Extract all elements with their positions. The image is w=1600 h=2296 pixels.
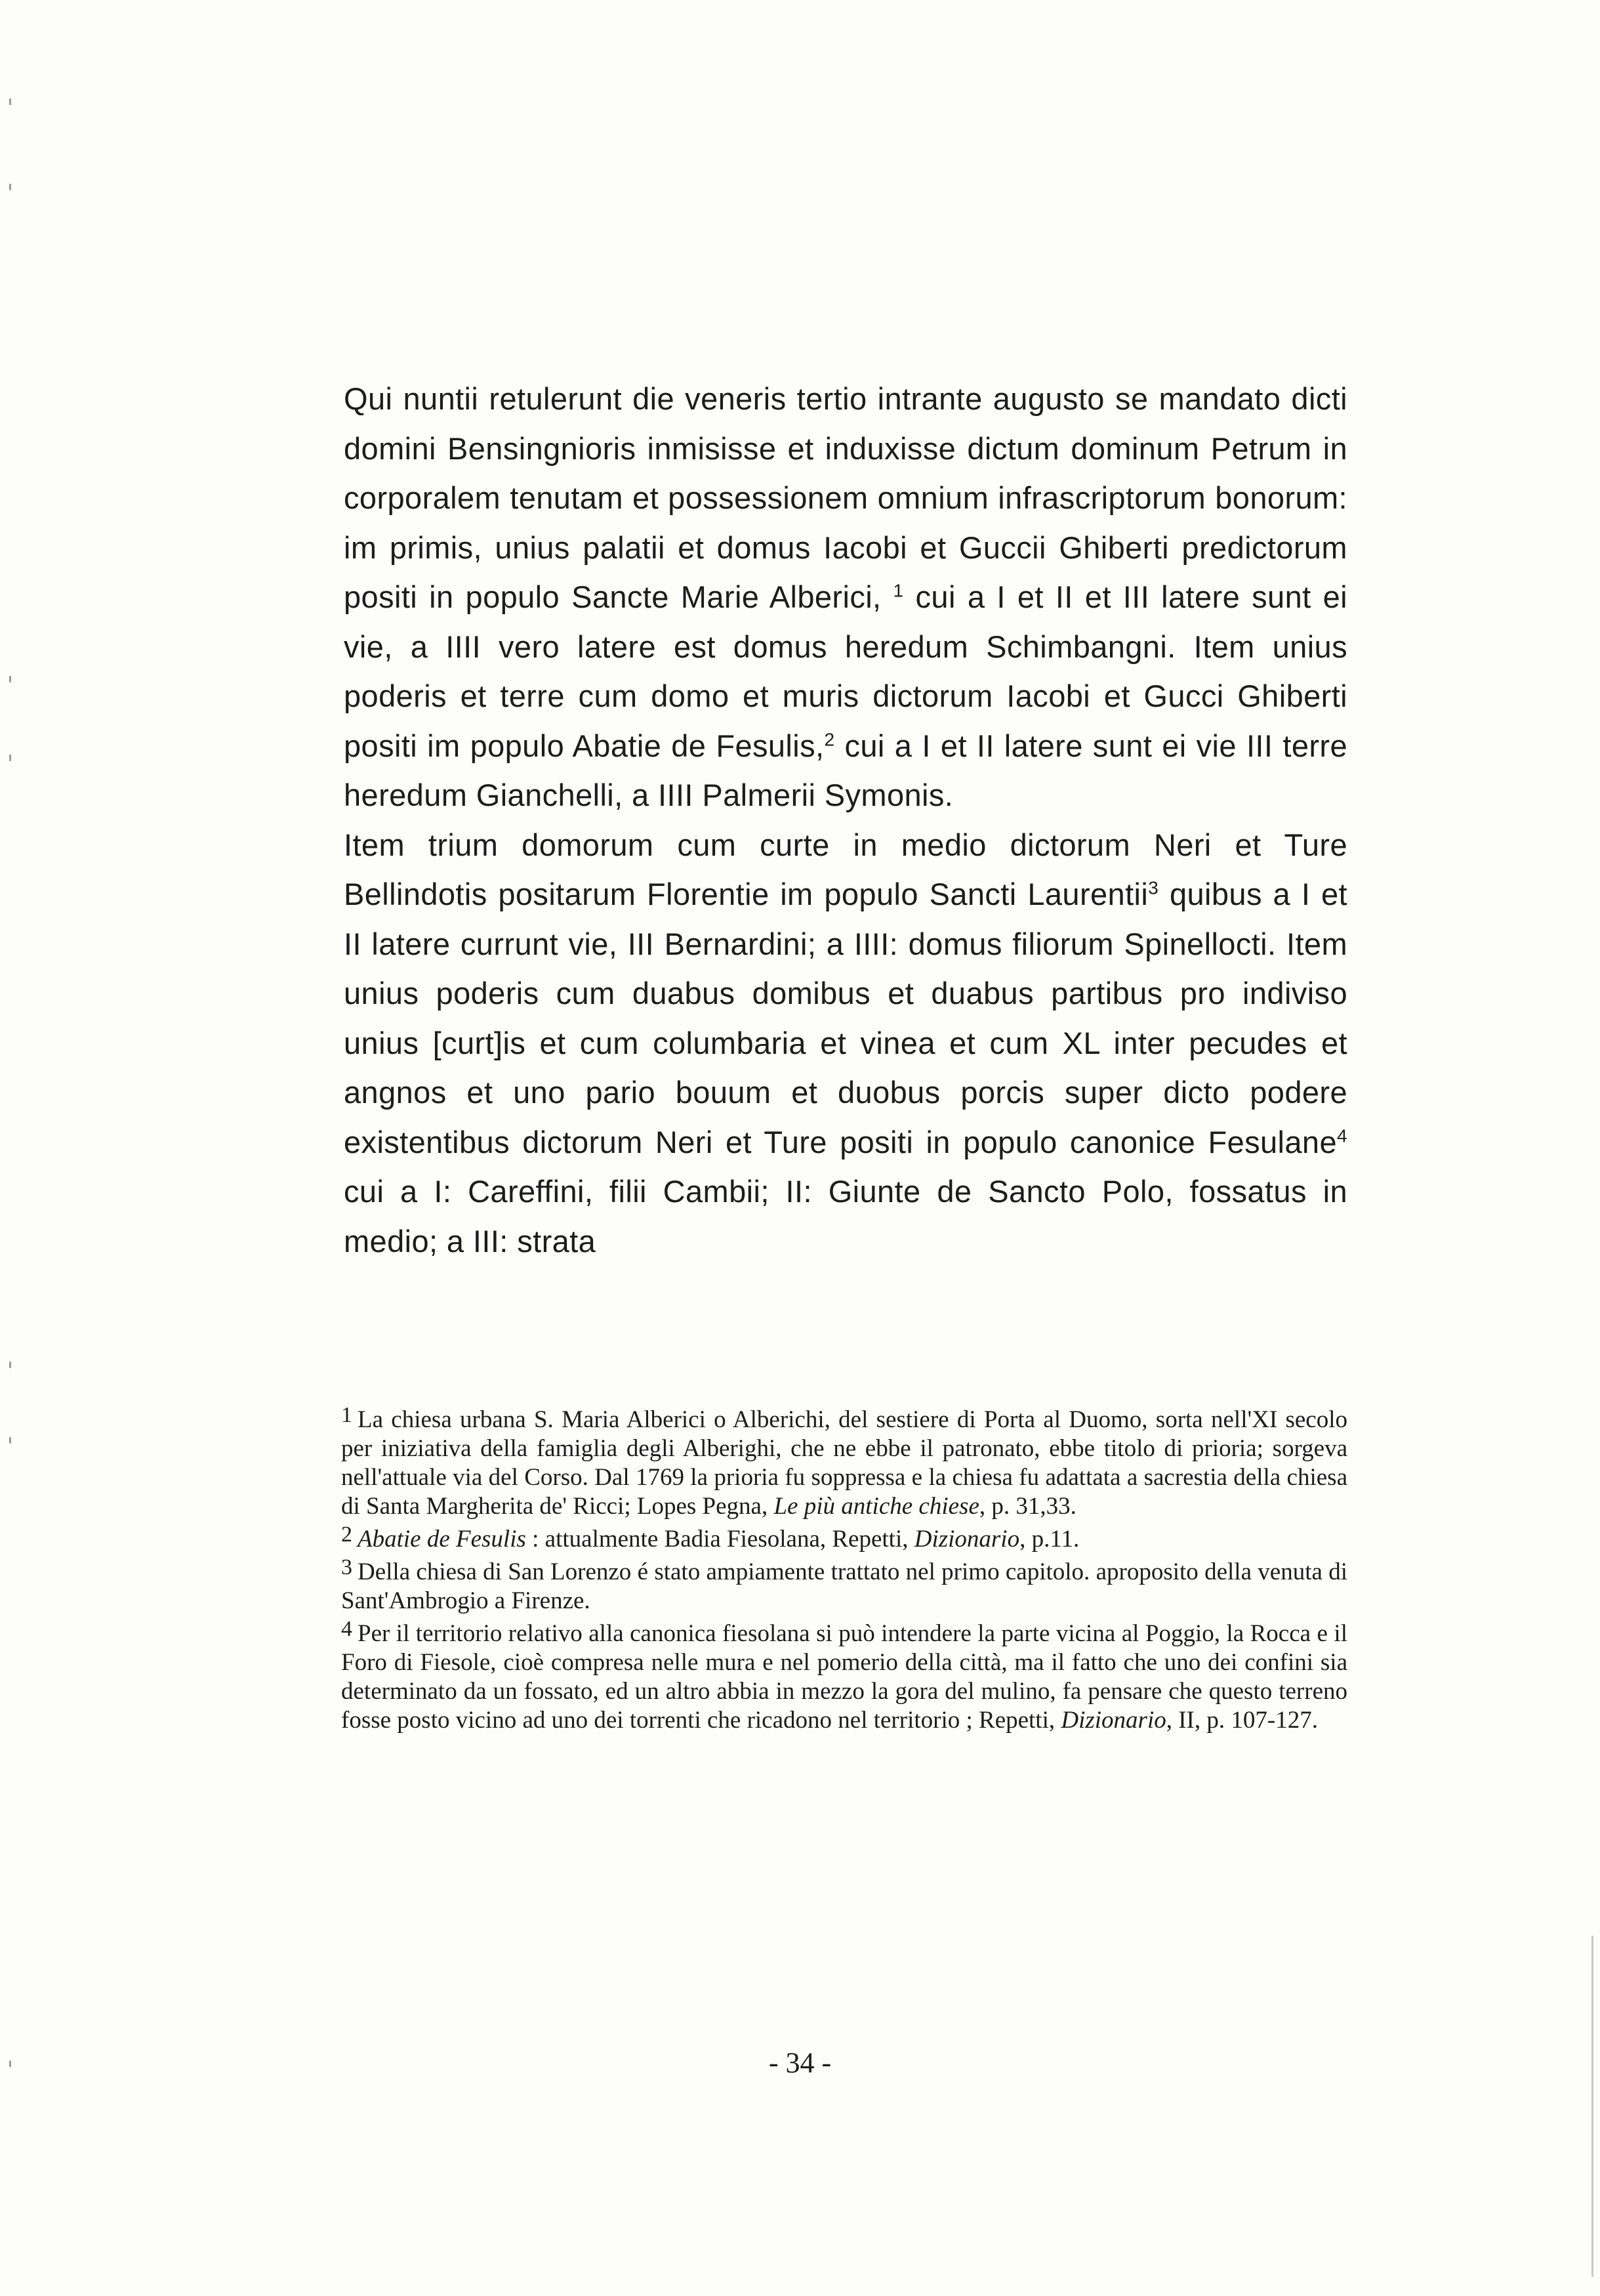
text-run: , p. 31,33. (979, 1493, 1077, 1520)
scan-speck (9, 2060, 11, 2067)
text-run: cui a I et II latere sunt ei vie III terre heredum Gianchelli, a IIII Palmerii Symonis. (344, 728, 1348, 812)
footnote (341, 1619, 1347, 1735)
footnote-reference: 1 (893, 580, 904, 601)
footnote (341, 1555, 1347, 1616)
italic-citation: Abatie de Fesulis (358, 1526, 526, 1553)
italic-citation: Dizionario (1061, 1707, 1166, 1734)
scan-speck (9, 1362, 11, 1368)
footnote-number: 4 (341, 1617, 352, 1641)
text-run: : attualmente Badia Fiesolana, Repetti, (525, 1526, 914, 1553)
footnote-reference: 3 (1148, 877, 1159, 898)
body-paragraph (344, 820, 1347, 1266)
text-run: Per il territorio relativo alla canonica fiesolana si può intendere la parte vicina al Poggio, la Rocca e il Foro di Fiesole, cioè compresa nelle mura e nel pomerio della città, ma il fatto che uno dei confini sia determinato da un fossato, ed un altro abbia in mezzo la gora del mulino, fa pensare che questo terreno fosse posto vicino ad uno dei torrenti che ricadono nel territorio ; Repetti, (341, 1620, 1347, 1734)
footnote-number: 1 (341, 1403, 352, 1427)
text-run: , p.11. (1019, 1526, 1080, 1553)
scan-speck (9, 184, 11, 190)
text-run: cui a I: Careffini, filii Cambii; II: Giunte de Sancto Polo, fossatus in medio; a III: strata (344, 1174, 1347, 1259)
text-run: quibus a I et II latere currunt vie, III Bernardini; a IIII: domus filiorum Spinellocti. Item unius poderis cum duabus domibus et duabus partibus pro indiviso unius [curt]is et cum columbaria et vinea et cum XL inter pecudes et angnos et uno pario bouum et duobus porcis super dicto podere existentibus dictorum Neri et Ture positi in populo canonice Fesulane (344, 877, 1347, 1159)
scan-speck (9, 98, 11, 105)
text-run: , II, p. 107-127. (1166, 1707, 1318, 1734)
scan-speck (9, 676, 11, 682)
footnote-reference: 2 (824, 728, 835, 749)
body-paragraph (344, 374, 1347, 820)
footnote-number: 2 (341, 1522, 352, 1547)
italic-citation: Le più antiche chiese (773, 1493, 979, 1520)
text-run: Qui nuntii retulerunt die veneris tertio intrante augusto se mandato dicti domini Bensingnioris inmisisse et induxisse dictum dominum Petrum in corporalem tenutam et possessionem omnium infrascriptorum bonorum: im primis, unius palatii et domus Iacobi et Guccii Ghiberti predictorum positi in populo Sancte Marie Alberici, (344, 381, 1347, 614)
footnote-number: 3 (341, 1555, 352, 1579)
text-run: cui a I et II et III latere sunt ei vie, a IIII vero latere est domus heredum Schimbangni. Item unius poderis et terre cum domo et muris dictorum Iacobi et Gucci Ghiberti positi im populo Abatie de Fesulis, (344, 579, 1347, 763)
footnote (341, 1522, 1347, 1554)
footnote-reference: 4 (1337, 1125, 1347, 1146)
text-run: Item trium domorum cum curte in medio dictorum Neri et Ture Bellindotis positarum Florentie im populo Sancti Laurentii (344, 827, 1347, 911)
text-run: La chiesa urbana S. Maria Alberici o Alberichi, del sestiere di Porta al Duomo, sorta nell'XI secolo per iniziativa della famiglia degli Alberighi, che ne ebbe il patronato, ebbe titolo di prioria; sorgeva nell'attuale via del Corso. Dal 1769 la prioria fu soppressa e la chiesa fu adattata a sacrestia della chiesa di Santa Margherita de' Ricci; Lopes Pegna, (341, 1406, 1347, 1520)
footnote (341, 1403, 1347, 1521)
scan-speck (9, 1437, 11, 1444)
scan-speck (9, 755, 11, 761)
page-number: - 34 - (768, 2047, 832, 2079)
main-text (344, 374, 1347, 1266)
italic-citation: Dizionario (914, 1526, 1020, 1553)
text-run: Della chiesa di San Lorenzo é stato ampiamente trattato nel primo capitolo. aproposito della venuta di Sant'Ambrogio a Firenze. (341, 1558, 1347, 1614)
footnotes (341, 1403, 1347, 1739)
scan-edge-line (1591, 1936, 1593, 2277)
